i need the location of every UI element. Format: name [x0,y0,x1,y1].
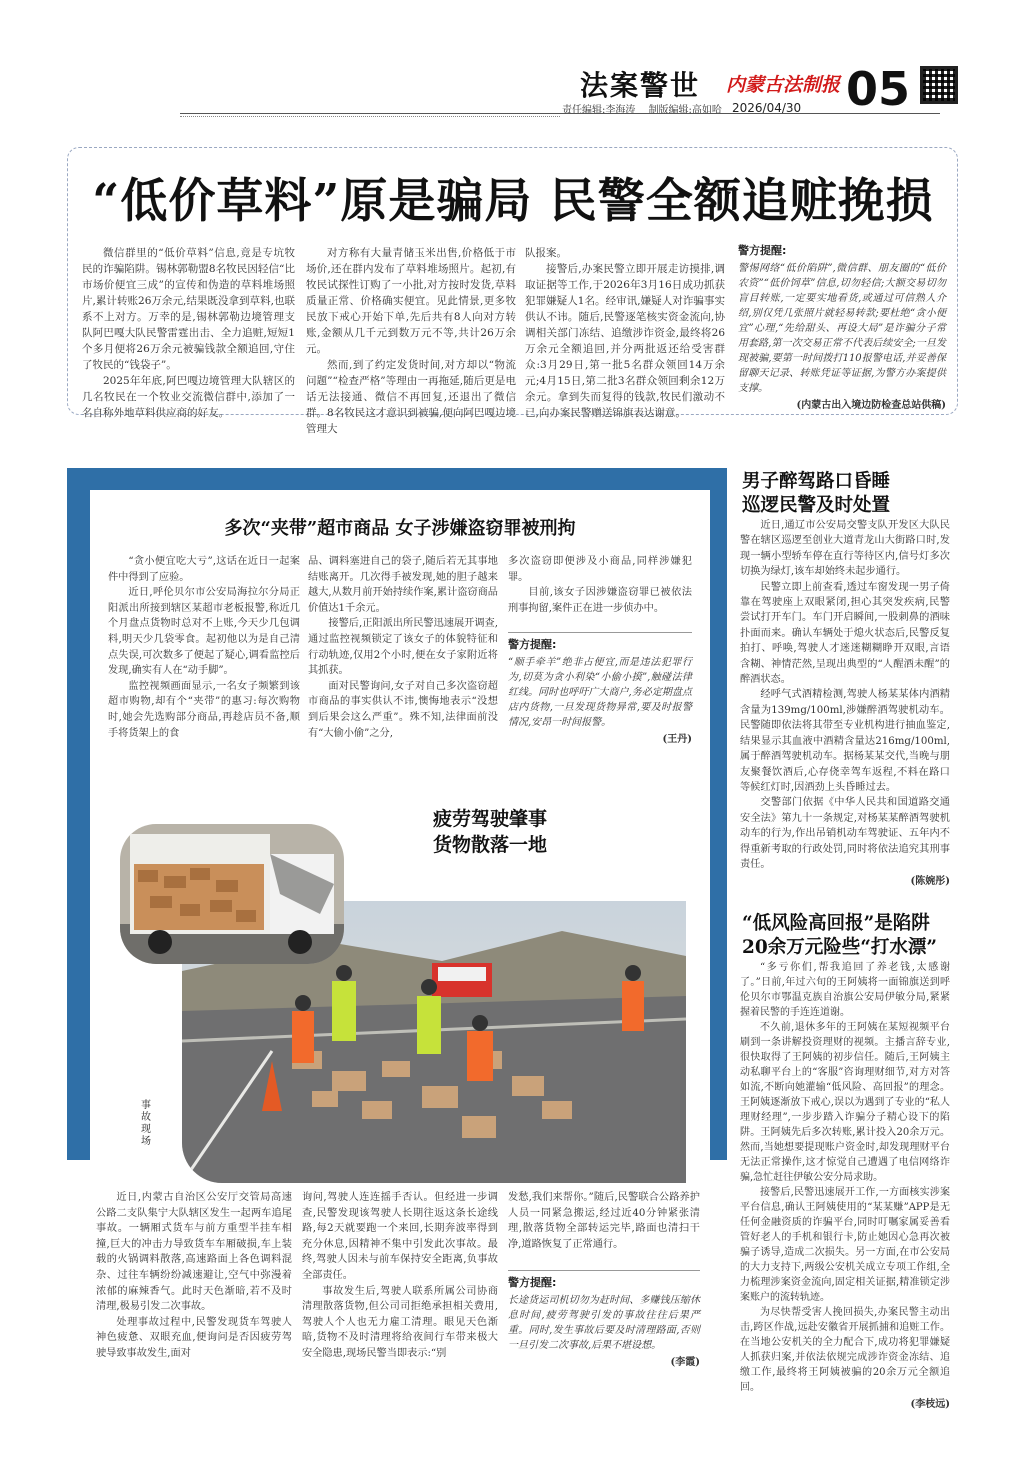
paragraph: 接警后,民警迅速展开工作,一方面核实涉案平台信息,确认王阿姨使用的“某某赚”APP是无任何金融资质的诈骗平台,同时叮嘱家属妥善看管好老人的手机和银行卡,防止她因心急再次被骗子诱导,造成二次损失。另一方面,在市公安局的大力支持下,两级公安机关成立专项工作组,全力梳理涉案资金流向,固定相关证据,精准锁定涉案账户的流转轨迹。 [740,1187,950,1303]
fatigue-column-2 [302,1190,498,1362]
theft-column-3 [508,554,692,748]
paragraph: 接警后,正阳派出所民警迅速展开调查,通过监控视频锁定了该女子的体貌特征和行动轨迹,仅用2个小时,便在女子家附近将其抓获。 [308,618,498,677]
tip-title: 警方提醒: [508,638,557,652]
issue-date: 2026/04/30 [732,101,802,115]
page-number: 05 [846,62,911,116]
fatigue-column-3 [508,1190,700,1371]
tip-text: 长途货运司机切勿为赶时间、多赚钱压缩休息时间,疲劳驾驶引发的事故往往后果严重。同时,发生事故后要及时清理路面,否则一旦引发二次事故,后果不堪设想。 [508,1294,700,1351]
layout-label: 制版编辑:高如哈 [648,105,722,116]
paragraph: 微信群里的“低价草料”信息,竟是专坑牧民的诈骗陷阱。锡林郭勒盟8名牧民因轻信“比市场价便宜三成”的宣传和伪造的草料堆场照片,累计转账26万余元,结果既没拿到草料,也联系不上对方。万幸的是,锡林郭勒边境管理支队阿巴嘎大队民警雷霆出击、全力追赃,短短1个多月便将26万余元被骗钱款全额追回,守住了牧民的“钱袋子”。 [82,247,295,371]
paragraph: “多亏你们,帮我追回了养老钱,太感谢了。”日前,年过六旬的王阿姨将一面锦旗送到呼伦贝尔市鄂温克族自治旗公安局伊敏分局,紧紧握着民警的手连连道谢。 [740,962,950,1018]
photo-caption: 事故现场 [141,1100,151,1147]
qr-code-icon [920,66,958,104]
paragraph: 品、调料塞进自己的袋子,随后若无其事地结账离开。几次得手被发现,她的胆子越来越大,从数月前开始持续作案,累计盗窃商品价值达1千余元。 [308,556,498,614]
headline-line: 巡逻民警及时处置 [742,495,891,516]
credit: (王丹) [662,733,692,745]
damaged-truck-photo [120,824,344,964]
investment-scam-body [740,960,950,1412]
investment-scam-headline [742,912,956,960]
fatigue-police-tip [508,1270,700,1370]
paragraph: 近日,呼伦贝尔市公安局海拉尔分局正阳派出所接到辖区某超市老板报警,称近几个月盘点货物时总对不上账,今天少几包调料,明天少几袋零食。起初他以为是自己清点失误,可次数多了便起了疑心,调看监控后发现,确实有人在“动手脚”。 [108,587,300,677]
fatigue-column-1 [96,1190,292,1362]
drunk-driving-body [740,518,950,890]
credit: (陈婉彤) [910,876,950,888]
paragraph: 然而,到了约定发货时间,对方却以“物流问题”“检查严格”等理由一再拖延,随后更是电话无法接通、微信不再回复,还退出了微信群。8名牧民这才意识到被骗,便向阿巴嘎边境管理大 [306,359,516,435]
paragraph: 监控视频画面显示,一名女子频繁到该超市购物,却有个“夹带”的惠习:每次购物时,她会先选购部分商品,再趁店员不备,顺手将货架上的食 [108,680,300,739]
paragraph: 经呼气式酒精检测,驾驶人杨某某体内酒精含量为139mg/100ml,涉嫌醉酒驾驶机动车。民警随即依法将其带至专业机构进行抽血鉴定,结果显示其血液中酒精含量达216mg/100ml,属于醉酒驾驶机动车。据杨某某交代,当晚与朋友聚餐饮酒后,心存侥幸驾车返程,不料在路口等候红灯时,因酒劲上头昏睡过去。 [740,689,950,793]
page-header [0,0,1024,120]
paragraph: 发愁,我们来帮你。”随后,民警联合公路养护人员一同紧急搬运,经过近40分钟紧张清理,散落货物全部转运完毕,路面也清扫干净,道路恢复了正常通行。 [508,1192,700,1250]
drunk-driving-headline [742,470,952,518]
paragraph: 处理事故过程中,民警发现货车驾驶人神色疲惫、双眼充血,便询问是否因疲劳驾驶导致事故发生,面对 [96,1316,292,1359]
lead-police-tip [738,243,946,414]
fatigue-headline [400,806,580,858]
theft-column-2 [308,554,498,741]
paragraph: 近日,内蒙古自治区公安厅交管局高速公路二支队集宁大队辖区发生一起两车追尾事故。一辆厢式货车与前方重型半挂车相撞,巨大的冲击力导致货车车厢破损,车上装载的火锅调料散落,高速路面上各色调料混杂、过往车辆纷纷减速避让,空气中弥漫着浓郁的麻辣香气。此时天色渐暗,若不及时清理,极易引发二次事故。 [96,1192,292,1313]
paragraph: 交警部门依据《中华人民共和国道路交通安全法》第九十一条规定,对杨某某醉酒驾驶机动车的行为,作出吊销机动车驾驶证、五年内不得重新考取的行政处罚,同时将依法追究其刑事责任。 [740,797,950,870]
paragraph: 询问,驾驶人连连摇手否认。但经进一步调查,民警发现该驾驶人长期往返这条长途线路,每2天就要跑一个来回,长期奔波率得到充分休息,因精神不集中引发此次事故。最终,驾驶人因未与前车保持安全距离,负事故全部责任。 [302,1192,498,1281]
paragraph: “贪小便宜吃大亏”,这话在近日一起案件中得到了应验。 [108,556,300,583]
paragraph: 多次盗窃即便涉及小商品,同样涉嫌犯罪。 [508,556,692,583]
headline-line: 男子醉驾路口昏睡 [742,471,891,492]
paragraph: 队报案。 [525,247,567,259]
paragraph: 面对民警询问,女子对自己多次盗窃超市商品的事实供认不讳,懊悔地表示“没想到后果会这么严重”。殊不知,法律面前没有“大偷小偷”之分, [308,680,498,739]
paragraph: 目前,该女子因涉嫌盗窃罪已被依法刑事拘留,案件正在进一步侦办中。 [508,587,692,614]
paragraph: 事故发生后,驾驶人联系所属公司协商清理散落货物,但公司司拒绝承担相关费用,驾驶人个人也无力雇工清理。眼见天色渐暗,货物不及时清理将给夜间行车带来极大安全隐患,现场民警当即表示:“别 [302,1285,498,1359]
theft-column-1 [108,554,300,741]
tip-title: 警方提醒: [508,1276,557,1290]
paragraph: 不久前,退休多年的王阿姨在某短视频平台刷到一条讲解投资理财的视频。主播言辞专业,很快取得了王阿姨的初步信任。随后,王阿姨主动私聊平台上的“客服”咨询理财细节,对方对答如流,不断向她灌输“低风险、高回报”的理念。王阿姨逐渐放下戒心,误以为遇到了专业的“私人理财经理”,一步步踏入诈骗分子精心设下的陷阱。王阿姨先后多次转账,累计投入20余万元。然而,当她想要提现账户资金时,却发现理财平台无法正常操作,这才惊觉自己遭遇了电信网络诈骗,急忙赶往伊敏公安分局求助。 [740,1022,950,1183]
paper-logo: 内蒙古法制报 [726,74,841,96]
lead-column-3 [525,245,725,421]
paragraph: 接警后,办案民警立即开展走访摸排,调取证据等工作,于2026年3月16日成功抓获犯罪嫌疑人1名。经审讯,嫌疑人对诈骗事实供认不讳。随后,民警逐笔核实资金流向,协调相关部门冻结、追缴涉诈资金,最终将26万余元全额追回,并分两批返还给受害群众:3月29日,第一批5名群众领回14万余元;4月15日,第二批3名群众领回剩余12万余元。拿到失而复得的钱款,牧民们激动不已,向办案民警赠送锦旗表达谢意。 [525,263,725,419]
paragraph: 2025年年底,阿巴嘎边境管理大队辖区的几名牧民在一个牧业交流微信群中,添加了一名自称外地草料供应商的好友。 [82,375,295,419]
paragraph: 为尽快帮受害人挽回损失,办案民警主动出击,跨区作战,远赴安徽省开展抓捕和追赃工作。在当地公安机关的全力配合下,成功将犯罪嫌疑人抓获归案,并依法依规完成涉诈资金冻结、追缴工作,最终将王阿姨被骗的20余万元全额追回。 [740,1307,950,1393]
editor-label: 责任编辑:李海涛 [562,105,636,116]
paragraph: 近日,通辽市公安局交警支队开发区大队民警在辖区巡逻至创业大道青龙山大街路口时,发现一辆小型轿车停在直行等待区内,信号灯多次切换为绿灯,该车却始终未起步通行。 [740,520,950,578]
header-divider [180,113,940,114]
tip-text: 警惕网络“低价陷阱”,微信群、朋友圈的“低价农资”“低价饲草”信息,切勿轻信;大额交易切勿盲目转账,一定要实地看货,或通过可信熟人介绍,别仅凭几张照片就轻易转款;要杜绝“贪小便宜”心理,“先给甜头、再设大局”是诈骗分子常用套路,第一次交易正常不代表后续安全;一旦发现被骗,要第一时间拨打110报警电话,并妥善保留聊天记录、转账凭证等证据,为警方办案提供支撑。 [738,263,946,394]
theft-headline: 多次“夹带”超市商品 女子涉嫌盗窃罪被刑拘 [224,518,576,539]
credit: (李霞) [670,1356,700,1368]
lead-column-2 [306,245,516,437]
headline-line: 货物散落一地 [432,834,547,856]
credit: (李枝远) [910,1399,950,1410]
tip-title: 警方提醒: [738,244,787,257]
headline-line: 疲劳驾驶肇事 [432,808,547,830]
lead-column-1 [82,245,295,421]
paragraph: 对方称有大量青储玉米出售,价格低于市场价,还在群内发布了草料堆场照片。起初,有牧民试探性订购了一小批,对方按时发货,草料质量正常、价格确实便宜。见此情景,更多牧民放下戒心开始下单,先后共有8人向对方转账,金额从几千元到数万元不等,共计26万余元。 [306,247,516,355]
theft-police-tip [508,632,692,747]
headline-line: 20余万元险些“打水漂” [742,937,938,958]
lead-headline: “低价草料”原是骗局 民警全额追赃挽损 [92,174,934,229]
header-divider-dotted [180,116,560,117]
paragraph: 民警立即上前查看,透过车窗发现一男子倚靠在驾驶座上双眼紧闭,担心其突发疾病,民警尝试打开车门。车门开启瞬间,一股刺鼻的酒味扑面而来。确认车辆处于熄火状态后,民警反复拍打、呼唤,驾驶人才迷迷糊糊睁开双眼,言语含糊、神情茫然,呈现出典型的“人醒酒未醒”的醉酒状态。 [740,581,950,686]
section-name: 法案警世 [580,69,701,102]
headline-line: “低风险高回报”是陷阱 [742,913,930,934]
tip-text: “顺手牵羊”绝非占便宜,而是违法犯罪行为,切莫为贪小利染“小偷小摸”,触碰法律红线。同时也呼吁广大商户,务必定期盘点店内货物,一旦发现货物异常,要及时报警情况,安昂一时间报警。 [508,656,692,728]
credit: (内蒙古出入境边防检查总站供稿) [796,400,946,411]
